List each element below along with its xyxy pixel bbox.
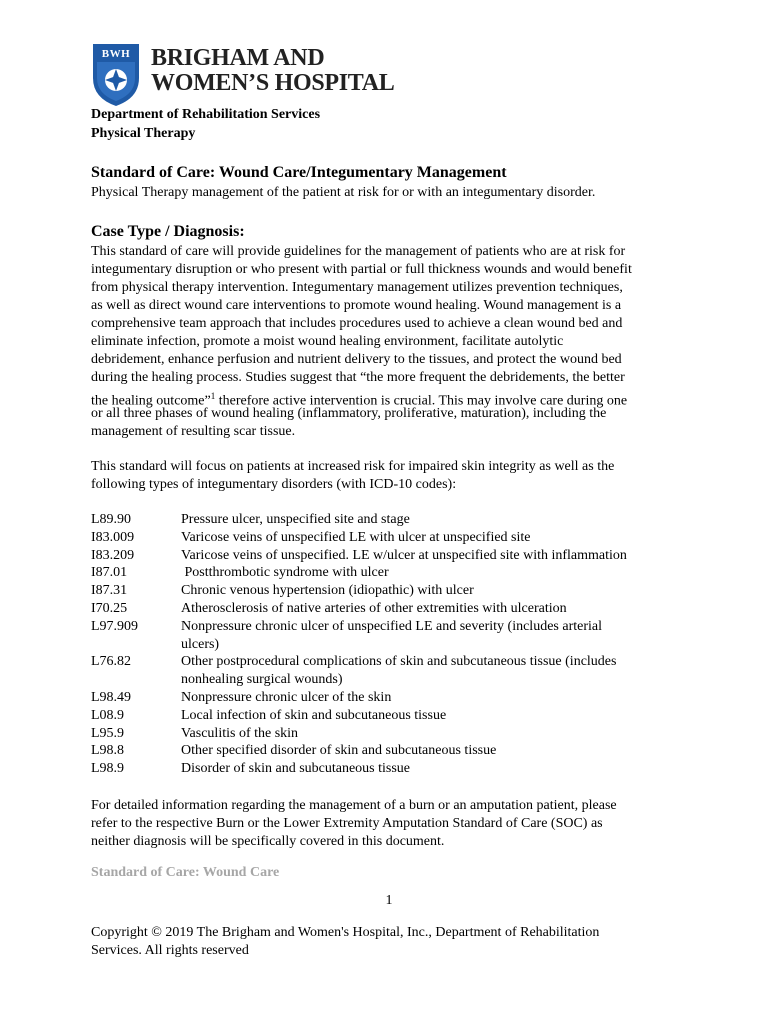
copyright-notice <box>91 924 691 960</box>
icd-code: I87.31 <box>91 583 128 599</box>
case-type-paragraph <box>91 243 651 441</box>
icd-description <box>181 689 691 707</box>
icd-code-row <box>91 582 691 600</box>
icd-description <box>181 582 691 600</box>
icd-code: L95.9 <box>91 725 125 741</box>
icd-description-line: Postthrombotic syndrome with ulcer <box>181 565 389 581</box>
standard-subtitle: Physical Therapy management of the patient at risk for or with an integumentary disorder. <box>91 185 596 200</box>
icd-description-line: nonhealing surgical wounds) <box>181 672 343 688</box>
division-name: Physical Therapy <box>91 126 196 141</box>
icd-code: L98.9 <box>91 761 125 777</box>
icd-description-line: Varicose veins of unspecified LE with ulcer at unspecified site <box>181 529 531 545</box>
icd-description <box>181 600 691 618</box>
paragraph-line: This standard of care will provide guidelines for the management of patients who are at risk for <box>91 244 626 259</box>
running-footer-title: Standard of Care: Wound Care <box>91 865 280 880</box>
icd-description <box>181 564 691 582</box>
icd-code: I83.209 <box>91 547 135 563</box>
icd-description-line: Disorder of skin and subcutaneous tissue <box>181 761 411 777</box>
focus-paragraph <box>91 458 651 494</box>
icd-description-line: Atherosclerosis of native arteries of other extremities with ulceration <box>181 600 567 616</box>
icd-code-row <box>91 600 691 618</box>
paragraph-text: therefore active intervention is crucial. This may involve care during one <box>215 393 628 409</box>
icd-description-line: Nonpressure chronic ulcer of unspecified LE and severity (includes arterial <box>181 618 602 634</box>
icd-description-line: Other specified disorder of skin and subcutaneous tissue <box>181 743 497 759</box>
footnote-ref: 1 <box>210 391 216 401</box>
paragraph-line: refer to the respective Burn or the Lower Extremity Amputation Standard of Care (SOC) as <box>91 816 603 831</box>
burn-amputation-note <box>91 797 651 851</box>
icd-code: L76.82 <box>91 654 132 670</box>
paragraph-line: eliminate infection, promote a moist wound healing environment, facilitate autolytic <box>91 334 564 349</box>
hospital-logo <box>91 42 395 108</box>
icd-code-row <box>91 547 691 565</box>
icd-code: L98.8 <box>91 743 125 759</box>
icd-code-row <box>91 511 691 529</box>
paragraph-line: during the healing process. Studies suggest that “the more frequent the debridements, the better <box>91 370 625 385</box>
page-number: 1 <box>385 893 393 908</box>
icd-description-line: ulcers) <box>181 636 220 652</box>
icd-description <box>181 618 691 654</box>
standard-title: Standard of Care: Wound Care/Integumentary Management <box>91 164 507 181</box>
icd-code: L08.9 <box>91 707 125 723</box>
logo-name-line2: WOMEN’S HOSPITAL <box>151 70 395 96</box>
icd-description <box>181 653 691 689</box>
icd-description-line: Nonpressure chronic ulcer of the skin <box>181 689 392 705</box>
copyright-line: Services. All rights reserved <box>91 943 249 958</box>
department-name: Department of Rehabilitation Services <box>91 107 321 122</box>
icd-description-line: Varicose veins of unspecified. LE w/ulcer at unspecified site with inflammation <box>181 547 627 563</box>
icd-description <box>181 529 691 547</box>
icd-code-row <box>91 689 691 707</box>
icd-code: I87.01 <box>91 565 128 581</box>
icd-code: I70.25 <box>91 600 128 616</box>
paragraph-line: neither diagnosis will be specifically covered in this document. <box>91 834 445 849</box>
icd-code-list <box>91 511 691 778</box>
icd-description-line: Chronic venous hypertension (idiopathic) with ulcer <box>181 583 474 599</box>
shield-label: BWH <box>101 48 131 60</box>
icd-code: L97.909 <box>91 618 139 634</box>
icd-code: L98.49 <box>91 689 132 705</box>
paragraph-line: management of resulting scar tissue. <box>91 424 296 439</box>
paragraph-line: comprehensive team approach that includes procedures used to achieve a clean wound bed and <box>91 316 623 331</box>
case-type-heading: Case Type / Diagnosis: <box>91 223 245 240</box>
paragraph-line: This standard will focus on patients at increased risk for impaired skin integrity as well as the <box>91 459 615 474</box>
icd-code-row <box>91 529 691 547</box>
icd-code-row <box>91 760 691 778</box>
icd-code-row <box>91 653 691 689</box>
icd-description <box>181 725 691 743</box>
icd-code: L89.90 <box>91 512 132 527</box>
copyright-line: Copyright © 2019 The Brigham and Women's Hospital, Inc., Department of Rehabilitation <box>91 925 600 940</box>
icd-code: I83.009 <box>91 529 135 545</box>
icd-description <box>181 742 691 760</box>
icd-description-line: Pressure ulcer, unspecified site and stage <box>181 512 410 527</box>
paragraph-text: the healing outcome” <box>91 393 211 409</box>
icd-code-row <box>91 742 691 760</box>
icd-code-row <box>91 707 691 725</box>
paragraph-line: debridement, enhance perfusion and nutrient delivery to the tissues, and protect the wound bed <box>91 352 622 367</box>
paragraph-line: or all three phases of wound healing (inflammatory, proliferative, maturation), including the <box>91 406 607 421</box>
icd-code-row <box>91 618 691 654</box>
icd-description-line: Vasculitis of the skin <box>181 725 299 741</box>
icd-code-row <box>91 564 691 582</box>
logo-name-line1: BRIGHAM AND <box>151 45 325 71</box>
paragraph-line: as well as direct wound care interventions to promote wound healing. Wound management is a <box>91 298 622 313</box>
icd-description-line: Other postprocedural complications of skin and subcutaneous tissue (includes <box>181 654 617 670</box>
paragraph-line: For detailed information regarding the management of a burn or an amputation patient, please <box>91 798 617 813</box>
icd-description <box>181 511 691 529</box>
icd-description <box>181 760 691 778</box>
paragraph-line: from physical therapy intervention. Integumentary management utilizes prevention techniques, <box>91 280 623 295</box>
icd-description <box>181 547 691 565</box>
paragraph-line: following types of integumentary disorders (with ICD-10 codes): <box>91 477 457 492</box>
icd-code-row <box>91 725 691 743</box>
icd-description-line: Local infection of skin and subcutaneous tissue <box>181 707 447 723</box>
icd-description <box>181 707 691 725</box>
paragraph-line: integumentary disruption or who present with partial or full thickness wounds and would benefit <box>91 262 632 277</box>
paragraph-line <box>91 387 651 409</box>
